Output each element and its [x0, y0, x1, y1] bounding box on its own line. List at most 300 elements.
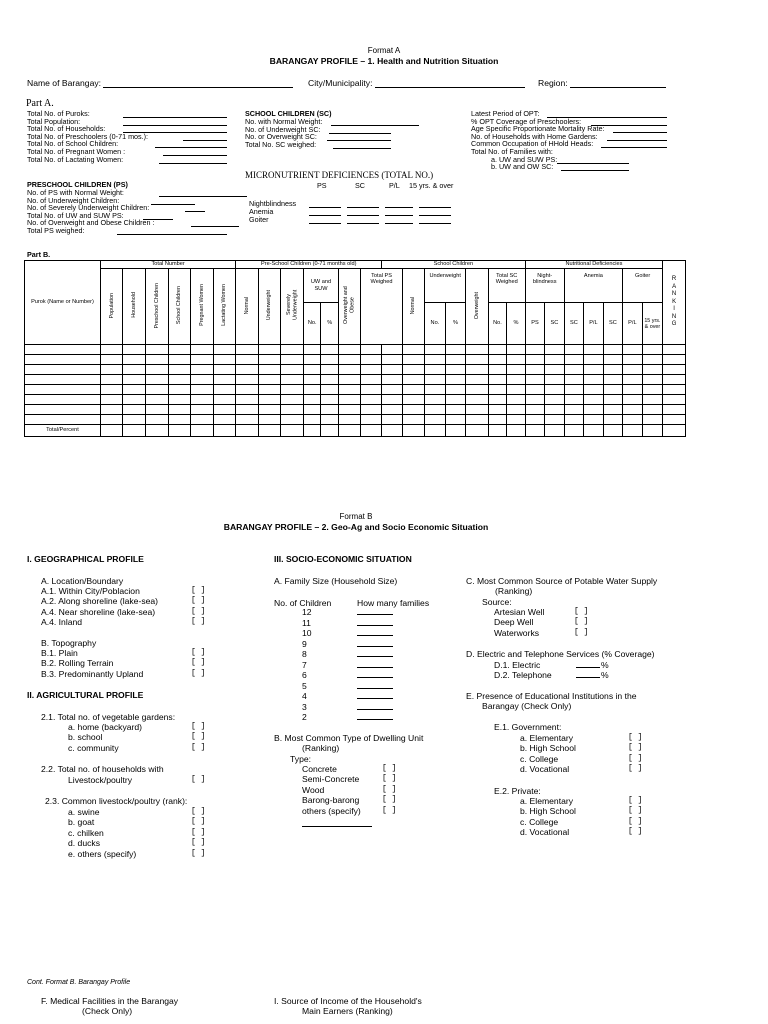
table-cell[interactable] — [361, 365, 382, 375]
table-cell[interactable] — [168, 375, 191, 385]
table-cell[interactable] — [100, 405, 123, 415]
home-gardens-field[interactable]: No. of Households with Home Gardens: — [471, 133, 671, 141]
children-row[interactable] — [302, 712, 402, 723]
table-cell[interactable] — [168, 415, 191, 425]
children-row[interactable] — [302, 607, 402, 618]
table-cell[interactable] — [584, 425, 603, 437]
families-blank[interactable] — [357, 691, 393, 699]
table-cell[interactable] — [425, 355, 446, 365]
table-cell[interactable] — [564, 395, 583, 405]
table-cell[interactable] — [584, 375, 603, 385]
table-cell[interactable] — [123, 345, 146, 355]
table-cell[interactable] — [338, 375, 361, 385]
checkbox[interactable]: [ ] — [628, 743, 643, 753]
location-item[interactable]: A.2. Along shoreline (lake-sea) [ ] — [41, 596, 206, 607]
table-cell[interactable] — [361, 375, 382, 385]
checkbox[interactable]: [ ] — [382, 764, 397, 773]
table-cell[interactable] — [425, 365, 446, 375]
table-cell[interactable] — [236, 385, 259, 395]
table-cell[interactable] — [488, 415, 506, 425]
checkbox[interactable]: [ ] — [191, 732, 206, 742]
table-cell[interactable] — [642, 365, 663, 375]
checkbox[interactable]: [ ] — [628, 753, 643, 763]
table-cell[interactable] — [525, 395, 544, 405]
table-cell[interactable] — [236, 375, 259, 385]
table-cell[interactable] — [236, 345, 259, 355]
table-cell[interactable] — [402, 385, 425, 395]
table-cell[interactable] — [123, 355, 146, 365]
table-cell[interactable] — [488, 425, 506, 437]
table-cell[interactable] — [545, 375, 564, 385]
table-cell[interactable] — [321, 415, 338, 425]
table-cell[interactable] — [603, 425, 622, 437]
checkbox[interactable]: [ ] — [628, 733, 643, 742]
table-cell[interactable] — [321, 395, 338, 405]
table-cell[interactable] — [304, 405, 321, 415]
table-cell[interactable] — [338, 355, 361, 365]
table-cell[interactable] — [603, 405, 622, 415]
children-row[interactable] — [302, 639, 402, 650]
electric-item[interactable]: D.1. Electric % — [494, 660, 609, 670]
table-cell[interactable] — [642, 425, 663, 437]
table-cell[interactable] — [445, 385, 466, 395]
table-cell[interactable] — [488, 385, 506, 395]
table-cell[interactable] — [146, 365, 169, 375]
table-cell[interactable] — [258, 345, 281, 355]
table-cell[interactable] — [281, 385, 304, 395]
table-cell[interactable] — [100, 355, 123, 365]
families-blank[interactable] — [357, 639, 393, 647]
table-cell[interactable] — [382, 425, 403, 437]
edu-item[interactable]: c. College [ ] — [520, 753, 643, 764]
occupation-field[interactable]: Common Occupation of HHold Heads: — [471, 140, 671, 148]
table-cell[interactable] — [425, 425, 446, 437]
table-cell[interactable] — [338, 425, 361, 437]
table-cell[interactable] — [213, 365, 236, 375]
water-item[interactable]: Waterworks [ ] — [494, 627, 589, 638]
table-cell[interactable] — [642, 405, 663, 415]
table-cell[interactable] — [146, 425, 169, 437]
common-item[interactable]: a. swine [ ] — [68, 807, 206, 817]
location-item[interactable]: A.4. Near shoreline (lake-sea) [ ] — [41, 606, 206, 617]
table-cell[interactable] — [545, 345, 564, 355]
table-cell[interactable] — [525, 345, 544, 355]
table-cell[interactable] — [584, 365, 603, 375]
table-cell[interactable] — [488, 365, 506, 375]
families-blank[interactable] — [357, 670, 393, 678]
table-cell[interactable] — [168, 395, 191, 405]
table-cell[interactable] — [445, 375, 466, 385]
table-cell[interactable] — [25, 415, 101, 425]
checkbox[interactable]: [ ] — [191, 617, 206, 627]
table-cell[interactable] — [663, 395, 686, 405]
region-field[interactable]: Region: — [538, 78, 666, 88]
checkbox[interactable]: [ ] — [628, 796, 643, 805]
edu-item[interactable]: c. College [ ] — [520, 816, 643, 827]
children-row[interactable] — [302, 660, 402, 671]
micro-row-anemia[interactable]: Anemia — [249, 208, 459, 216]
total-puroks-field[interactable]: Total No. of Puroks: — [27, 110, 227, 118]
table-cell[interactable] — [304, 375, 321, 385]
table-cell[interactable] — [191, 345, 214, 355]
table-cell[interactable] — [466, 395, 489, 405]
table-cell[interactable] — [545, 355, 564, 365]
table-cell[interactable] — [281, 365, 304, 375]
table-cell[interactable] — [603, 415, 622, 425]
table-cell[interactable] — [213, 355, 236, 365]
table-cell[interactable] — [642, 395, 663, 405]
table-cell[interactable] — [258, 415, 281, 425]
table-cell[interactable] — [25, 395, 101, 405]
ps-overweight-field[interactable]: No. of Overweight and Obese Children : — [27, 219, 237, 227]
checkbox[interactable]: [ ] — [191, 838, 206, 848]
table-cell[interactable] — [623, 385, 642, 395]
table-cell[interactable] — [123, 405, 146, 415]
table-cell[interactable] — [402, 365, 425, 375]
common-item[interactable]: e. others (specify) [ ] — [68, 848, 206, 859]
table-cell[interactable] — [146, 355, 169, 365]
table-cell[interactable] — [146, 385, 169, 395]
table-cell[interactable] — [25, 355, 101, 365]
table-cell[interactable] — [425, 395, 446, 405]
table-cell[interactable] — [321, 375, 338, 385]
table-cell[interactable] — [584, 355, 603, 365]
table-cell[interactable] — [445, 425, 466, 437]
checkbox[interactable]: [ ] — [191, 596, 206, 606]
table-cell[interactable] — [466, 415, 489, 425]
table-cell[interactable] — [338, 365, 361, 375]
table-cell[interactable] — [361, 415, 382, 425]
table-cell[interactable] — [525, 355, 544, 365]
table-cell[interactable] — [623, 395, 642, 405]
table-cell[interactable] — [213, 425, 236, 437]
table-cell[interactable] — [545, 395, 564, 405]
table-cell[interactable] — [545, 365, 564, 375]
table-cell[interactable] — [213, 395, 236, 405]
table-cell[interactable] — [191, 385, 214, 395]
checkbox[interactable]: [ ] — [574, 607, 589, 616]
table-cell[interactable] — [258, 355, 281, 365]
table-cell[interactable] — [281, 375, 304, 385]
table-cell[interactable] — [236, 405, 259, 415]
table-cell[interactable] — [236, 365, 259, 375]
table-cell[interactable] — [213, 385, 236, 395]
table-cell[interactable] — [100, 365, 123, 375]
families-blank[interactable] — [357, 618, 393, 626]
total-preschoolers-field[interactable]: Total No. of Preschoolers (0-71 mos.): — [27, 133, 227, 141]
total-lactating-field[interactable]: Total No. of Lactating Women: — [27, 156, 227, 164]
table-cell[interactable] — [281, 425, 304, 437]
checkbox[interactable]: [ ] — [382, 805, 397, 815]
total-school-children-field[interactable]: Total No. of School Children: — [27, 140, 227, 148]
edu-item[interactable]: b. High School [ ] — [520, 806, 643, 817]
table-cell[interactable] — [545, 405, 564, 415]
families-blank[interactable] — [357, 702, 393, 710]
table-cell[interactable] — [584, 385, 603, 395]
table-cell[interactable] — [603, 385, 622, 395]
table-cell[interactable] — [321, 385, 338, 395]
edu-item[interactable]: a. Elementary [ ] — [520, 796, 643, 806]
table-cell[interactable] — [100, 395, 123, 405]
table-cell[interactable] — [361, 395, 382, 405]
table-cell[interactable] — [603, 365, 622, 375]
checkbox[interactable]: [ ] — [382, 795, 397, 805]
table-cell[interactable] — [425, 415, 446, 425]
table-cell[interactable] — [663, 405, 686, 415]
dwelling-item[interactable]: others (specify) [ ] — [302, 805, 397, 816]
sc-overweight-field[interactable]: No. or Overweight SC: — [245, 133, 425, 141]
dwelling-item[interactable]: Concrete [ ] — [302, 764, 397, 774]
table-cell[interactable] — [584, 405, 603, 415]
table-cell[interactable] — [168, 355, 191, 365]
table-cell[interactable] — [584, 415, 603, 425]
checkbox[interactable]: [ ] — [191, 722, 206, 731]
topo-item[interactable]: B.1. Plain [ ] — [41, 648, 206, 658]
table-cell[interactable] — [623, 365, 642, 375]
table-cell[interactable] — [488, 395, 506, 405]
checkbox[interactable]: [ ] — [382, 784, 397, 794]
table-cell[interactable] — [191, 375, 214, 385]
table-cell[interactable] — [466, 375, 489, 385]
table-cell[interactable] — [25, 345, 101, 355]
barangay-name-field[interactable]: Name of Barangay: — [27, 78, 293, 88]
table-cell[interactable] — [402, 345, 425, 355]
micro-row-nightblindness[interactable]: Nightblindness — [249, 200, 459, 208]
table-cell[interactable] — [304, 365, 321, 375]
table-cell[interactable] — [191, 355, 214, 365]
table-cell[interactable] — [642, 385, 663, 395]
table-cell[interactable] — [100, 385, 123, 395]
table-cell[interactable] — [361, 355, 382, 365]
table-cell[interactable] — [445, 415, 466, 425]
checkbox[interactable]: [ ] — [191, 742, 206, 752]
table-cell[interactable] — [123, 395, 146, 405]
table-cell[interactable] — [425, 345, 446, 355]
table-cell[interactable] — [191, 415, 214, 425]
families-blank[interactable] — [357, 681, 393, 689]
table-cell[interactable] — [445, 405, 466, 415]
table-cell[interactable] — [382, 365, 403, 375]
children-row[interactable] — [302, 702, 402, 713]
table-cell[interactable] — [191, 395, 214, 405]
table-cell[interactable] — [507, 395, 526, 405]
table-cell[interactable] — [623, 355, 642, 365]
total-households-field[interactable]: Total No. of Households: — [27, 125, 227, 133]
table-cell[interactable] — [168, 365, 191, 375]
sc-normal-field[interactable]: No. with Normal Weight: — [245, 118, 425, 126]
table-cell[interactable] — [236, 415, 259, 425]
table-cell[interactable] — [525, 385, 544, 395]
table-cell[interactable] — [445, 355, 466, 365]
children-row[interactable] — [302, 670, 402, 681]
table-cell[interactable] — [361, 345, 382, 355]
table-cell[interactable] — [213, 375, 236, 385]
table-cell[interactable] — [507, 345, 526, 355]
families-blank[interactable] — [357, 712, 393, 720]
opt-coverage-field[interactable]: % OPT Coverage of Preschoolers: — [471, 118, 671, 126]
table-cell[interactable] — [281, 395, 304, 405]
common-item[interactable]: b. goat [ ] — [68, 817, 206, 828]
table-cell[interactable] — [603, 395, 622, 405]
table-cell[interactable] — [525, 405, 544, 415]
veg-item[interactable]: c. community [ ] — [68, 742, 206, 753]
checkbox[interactable]: [ ] — [628, 816, 643, 826]
children-row[interactable] — [302, 618, 402, 629]
table-cell[interactable] — [663, 385, 686, 395]
ps-weighed-field[interactable]: Total PS weighed: — [27, 227, 237, 235]
checkbox[interactable]: [ ] — [191, 648, 206, 657]
table-cell[interactable] — [466, 385, 489, 395]
table-cell[interactable] — [258, 405, 281, 415]
table-cell[interactable] — [584, 345, 603, 355]
table-cell[interactable] — [382, 345, 403, 355]
families-blank[interactable] — [357, 660, 393, 668]
checkbox[interactable]: [ ] — [382, 774, 397, 784]
water-item[interactable]: Deep Well [ ] — [494, 617, 589, 628]
table-cell[interactable] — [402, 355, 425, 365]
table-cell[interactable] — [603, 375, 622, 385]
location-item[interactable]: A.4. Inland [ ] — [41, 617, 206, 628]
table-cell[interactable] — [382, 415, 403, 425]
table-cell[interactable] — [445, 345, 466, 355]
table-cell[interactable] — [146, 345, 169, 355]
table-cell[interactable] — [236, 395, 259, 405]
ps-underweight-field[interactable]: No. of Underweight Children: — [27, 197, 237, 205]
table-cell[interactable] — [507, 425, 526, 437]
table-cell[interactable] — [545, 425, 564, 437]
table-cell[interactable] — [258, 385, 281, 395]
mortality-field[interactable]: Age Specific Proportionate Mortality Rate: — [471, 125, 671, 133]
ps-normal-field[interactable]: No. of PS with Normal Weight: — [27, 189, 237, 197]
table-cell[interactable] — [338, 405, 361, 415]
edu-item[interactable]: d. Vocational [ ] — [520, 764, 643, 775]
table-cell[interactable] — [425, 385, 446, 395]
table-cell[interactable] — [642, 375, 663, 385]
table-cell[interactable] — [488, 375, 506, 385]
veg-item[interactable]: a. home (backyard) [ ] — [68, 722, 206, 732]
location-item[interactable]: A.1. Within City/Poblacion [ ] — [41, 586, 206, 596]
table-cell[interactable] — [191, 405, 214, 415]
table-cell[interactable] — [361, 385, 382, 395]
table-cell[interactable] — [258, 395, 281, 405]
table-cell[interactable] — [402, 405, 425, 415]
table-cell[interactable] — [564, 425, 583, 437]
checkbox[interactable]: [ ] — [191, 848, 206, 858]
table-cell[interactable] — [564, 375, 583, 385]
table-cell[interactable] — [642, 415, 663, 425]
table-cell[interactable] — [545, 385, 564, 395]
checkbox[interactable]: [ ] — [191, 658, 206, 668]
table-cell[interactable] — [281, 405, 304, 415]
table-cell[interactable] — [168, 385, 191, 395]
table-cell[interactable] — [603, 355, 622, 365]
families-blank[interactable] — [357, 628, 393, 636]
micro-row-goiter[interactable]: Goiter — [249, 216, 459, 224]
table-cell[interactable] — [281, 345, 304, 355]
table-cell[interactable] — [168, 405, 191, 415]
children-row[interactable] — [302, 628, 402, 639]
table-cell[interactable] — [402, 425, 425, 437]
table-cell[interactable] — [281, 415, 304, 425]
table-cell[interactable] — [100, 425, 123, 437]
table-cell[interactable] — [466, 355, 489, 365]
table-cell[interactable] — [338, 385, 361, 395]
sc-weighed-field[interactable]: Total No. SC weighed: — [245, 141, 425, 149]
table-cell[interactable] — [525, 375, 544, 385]
table-cell[interactable] — [304, 345, 321, 355]
table-cell[interactable] — [123, 415, 146, 425]
table-cell[interactable] — [146, 375, 169, 385]
dwelling-item[interactable]: Barong-barong [ ] — [302, 795, 397, 806]
table-cell[interactable] — [25, 385, 101, 395]
table-cell[interactable] — [663, 425, 686, 437]
ps-uw-suw-field[interactable]: Total No. of UW and SUW PS: — [27, 212, 237, 220]
edu-item[interactable]: b. High School [ ] — [520, 743, 643, 754]
table-cell[interactable] — [321, 425, 338, 437]
table-cell[interactable] — [281, 355, 304, 365]
table-cell[interactable] — [123, 375, 146, 385]
table-cell[interactable] — [564, 385, 583, 395]
table-cell[interactable] — [168, 425, 191, 437]
table-cell[interactable] — [663, 345, 686, 355]
checkbox[interactable]: [ ] — [191, 775, 206, 784]
table-cell[interactable] — [361, 405, 382, 415]
table-cell[interactable] — [642, 345, 663, 355]
table-cell[interactable] — [466, 345, 489, 355]
table-cell[interactable] — [642, 355, 663, 365]
common-item[interactable]: d. ducks [ ] — [68, 838, 206, 849]
table-cell[interactable] — [466, 365, 489, 375]
table-cell[interactable] — [402, 415, 425, 425]
table-cell[interactable] — [507, 415, 526, 425]
children-row[interactable] — [302, 681, 402, 692]
checkbox[interactable]: [ ] — [574, 617, 589, 627]
edu-item[interactable]: d. Vocational [ ] — [520, 827, 643, 838]
table-cell[interactable] — [304, 395, 321, 405]
checkbox[interactable]: [ ] — [628, 764, 643, 774]
table-cell[interactable] — [402, 395, 425, 405]
table-cell[interactable] — [191, 425, 214, 437]
table-cell[interactable] — [100, 375, 123, 385]
checkbox[interactable]: [ ] — [191, 668, 206, 678]
table-cell[interactable] — [584, 395, 603, 405]
table-cell[interactable] — [321, 405, 338, 415]
table-cell[interactable] — [466, 405, 489, 415]
table-cell[interactable] — [236, 355, 259, 365]
veg-item[interactable]: b. school [ ] — [68, 732, 206, 743]
table-cell[interactable] — [466, 425, 489, 437]
table-cell[interactable] — [338, 415, 361, 425]
table-cell[interactable] — [623, 425, 642, 437]
ps-severely-field[interactable]: No. of Severely Underweight Children: — [27, 204, 237, 212]
table-cell[interactable] — [663, 375, 686, 385]
table-cell[interactable] — [445, 395, 466, 405]
checkbox[interactable]: [ ] — [191, 807, 206, 816]
table-cell[interactable] — [564, 415, 583, 425]
checkbox[interactable]: [ ] — [574, 627, 589, 637]
table-cell[interactable] — [258, 425, 281, 437]
table-cell[interactable] — [425, 375, 446, 385]
table-cell[interactable] — [146, 415, 169, 425]
topo-item[interactable]: B.2. Rolling Terrain [ ] — [41, 658, 206, 669]
table-cell[interactable] — [507, 375, 526, 385]
common-item[interactable]: c. chilken [ ] — [68, 827, 206, 838]
table-cell[interactable] — [321, 365, 338, 375]
checkbox[interactable]: [ ] — [628, 806, 643, 816]
table-cell[interactable] — [382, 385, 403, 395]
table-cell[interactable] — [100, 415, 123, 425]
opt-period-field[interactable]: Latest Period of OPT: — [471, 110, 671, 118]
